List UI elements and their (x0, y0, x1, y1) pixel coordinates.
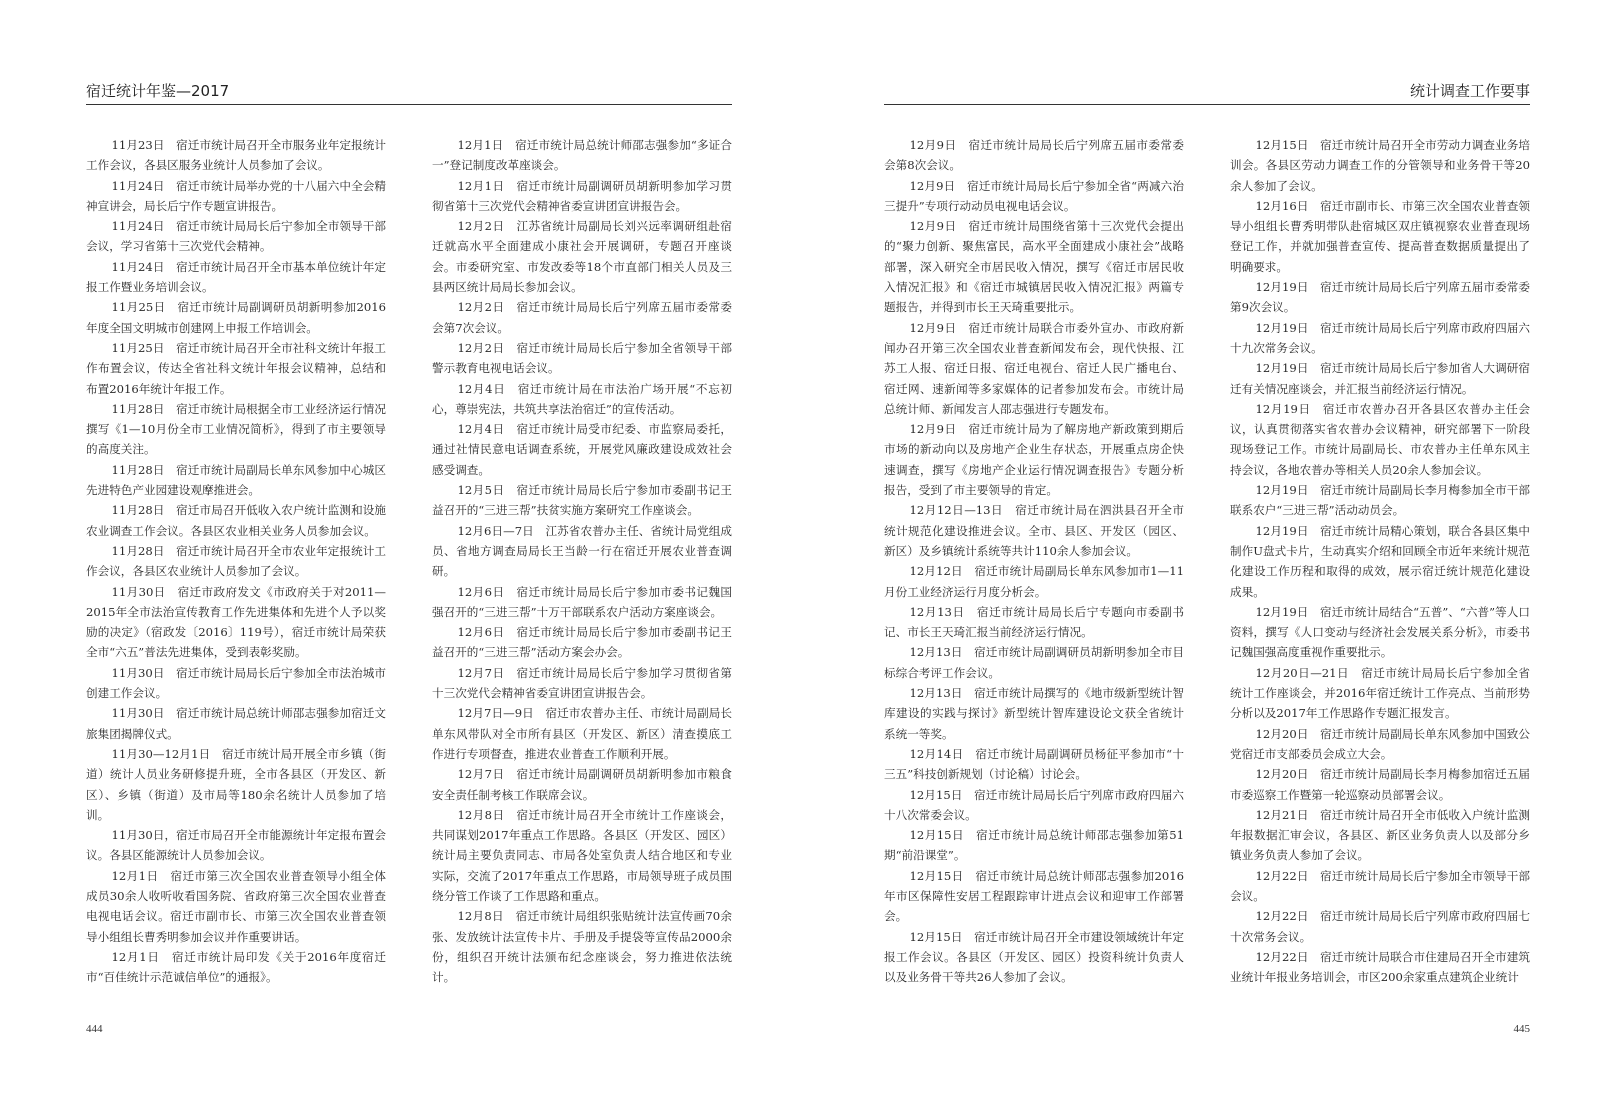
event-entry: 11月24日 宿迁市统计局举办党的十八届六中全会精神宣讲会，局长后宁作专题宣讲报告。 (86, 178, 386, 213)
event-entry: 12月19日 宿迁市统计局副局长李月梅参加全市干部联系农户“三进三帮”活动动员会。 (1230, 483, 1530, 518)
event-entry: 12月19日 宿迁市统计局局长后宁参加省人大调研宿迁有关情况座谈会，并汇报当前经济运行情况。 (1230, 361, 1530, 396)
event-entry: 12月5日 宿迁市统计局局长后宁参加市委副书记王益召开的“三进三帮”扶贫实施方案研究工作座谈会。 (432, 483, 732, 518)
event-entry: 11月28日 宿迁市统计局根据全市工业经济运行情况撰写《1—10月份全市工业情况简析》，得到了市主要领导的高度关注。 (86, 401, 386, 457)
event-entry: 12月13日 宿迁市统计局撰写的《地市级新型统计智库建设的实践与探讨》新型统计智库建设论文获全省统计系统一等奖。 (884, 686, 1184, 741)
event-entry: 12月20日 宿迁市统计局副局长单东风参加中国致公党宿迁市支部委员会成立大会。 (1230, 726, 1530, 761)
event-entry: 12月9日 宿迁市统计局为了解房地产新政策到期后市场的新动向以及房地产企业生存状态，开展重点房企快速调查，撰写《房地产企业运行情况调查报告》专题分析报告，受到了市主要领导的肯定。 (884, 422, 1184, 498)
event-entry: 12月19日 宿迁市统计局局长后宁列席市政府四届六十九次常务会议。 (1230, 320, 1530, 355)
right-header-title: 统计调查工作要事 (1409, 82, 1530, 100)
event-entry: 12月2日 宿迁市统计局局长后宁参加全省领导干部警示教育电视电话会议。 (432, 340, 732, 376)
event-entry: 12月22日 宿迁市统计局局长后宁列席市政府四届七十次常务会议。 (1230, 909, 1530, 944)
right-column-1 (884, 135, 1184, 987)
event-entry: 11月25日 宿迁市统计局召开全市社科文统计年报工作布置会议，传达全省社科文统计年报会议精神，总结和布置2016年统计年报工作。 (86, 340, 386, 396)
left-header-title: 宿迁统计年鉴—2017 (86, 82, 230, 100)
event-entry: 12月13日 宿迁市统计局局长后宁专题向市委副书记、市长王天琦汇报当前经济运行情况。 (884, 604, 1184, 640)
event-entry: 11月30日 宿迁市统计局局长后宁参加全市法治城市创建工作会议。 (86, 665, 386, 701)
event-entry: 11月30日 宿迁市政府发文《市政府关于对2011—2015年全市法治宣传教育工作先进集体和先进个人予以奖励的决定》（宿政发〔2016〕119号），宿迁市统计局荣获全市“六五”普法先进集体，受到表彰奖励。 (86, 584, 386, 660)
event-entry: 12月15日 宿迁市统计局总统计师邵志强参加第51期“前沿课堂”。 (884, 828, 1184, 863)
event-entry: 12月7日—9日 宿迁市农普办主任、市统计局副局长单东风带队对全市所有县区（开发区、新区）清查摸底工作进行专项督查，推进农业普查工作顺利开展。 (432, 706, 732, 761)
event-entry: 12月1日 宿迁市统计局总统计师邵志强参加“多证合一”登记制度改革座谈会。 (432, 138, 732, 173)
event-entry: 12月20日 宿迁市统计局副局长李月梅参加宿迁五届市委巡察工作暨第一轮巡察动员部署会议。 (1230, 767, 1530, 802)
event-entry: 11月28日 宿迁市统计局召开全市农业年定报统计工作会议，各县区农业统计人员参加了会议。 (86, 543, 386, 579)
event-entry: 12月9日 宿迁市统计局围绕省第十三次党代会提出的“聚力创新、聚焦富民，高水平全面建成小康社会”战略部署，深入研究全市居民收入情况，撰写《宿迁市居民收入情况汇报》和《宿迁市城镇居民收入情况汇报》两篇专题报告，并得到市长王天琦重要批示。 (884, 219, 1184, 315)
event-entry: 12月19日 宿迁市农普办召开各县区农普办主任会议，认真贯彻落实省农普办会议精神，研究部署下一阶段现场登记工作。市统计局副局长、市农普办主任单东风主持会议，各地农普办等相关人员20余人参加会议。 (1230, 401, 1530, 477)
event-entry: 12月6日 宿迁市统计局局长后宁参加市委副书记王益召开的“三进三帮”活动方案会办会。 (432, 625, 732, 660)
event-entry: 11月30日，宿迁市局召开全市能源统计年定报布置会议。各县区能源统计人员参加会议。 (86, 828, 386, 863)
right-page (884, 0, 1530, 1099)
event-entry: 12月19日 宿迁市统计局结合“五普”、“六普”等人口资料，撰写《人口变动与经济社会发展关系分析》，市委书记魏国强高度重视作重要批示。 (1230, 604, 1530, 660)
left-page-number: 444 (86, 1023, 103, 1035)
event-entry: 12月15日 宿迁市统计局总统计师邵志强参加2016年市区保障性安居工程跟踪审计进点会议和迎审工作部署会。 (884, 868, 1184, 924)
event-entry: 12月7日 宿迁市统计局局长后宁参加学习贯彻省第十三次党代会精神省委宣讲团宣讲报告会。 (432, 665, 732, 701)
right-page-number: 445 (1513, 1023, 1530, 1035)
event-entry: 12月13日 宿迁市统计局副调研员胡新明参加全市目标综合考评工作会议。 (884, 645, 1184, 680)
right-running-header (884, 82, 1530, 105)
event-entry: 12月19日 宿迁市统计局精心策划，联合各县区集中制作U盘式卡片，生动真实介绍和回顾全市近年来统计规范化建设工作历程和取得的成效，展示宿迁统计规范化建设成果。 (1230, 523, 1530, 599)
event-entry: 11月30—12月1日 宿迁市统计局开展全市乡镇（街道）统计人员业务研修提升班，全市各县区（开发区、新区）、乡镇（街道）及市局等180余名统计人员参加了培训。 (86, 746, 386, 822)
event-entry: 11月25日 宿迁市统计局副调研员胡新明参加2016年度全国文明城市创建网上申报工作培训会。 (86, 300, 386, 335)
event-entry: 12月4日 宿迁市统计局在市法治广场开展“不忘初心，尊崇宪法，共筑共享法治宿迁”的宣传活动。 (432, 381, 732, 416)
event-entry: 12月19日 宿迁市统计局局长后宁列席五届市委常委第9次会议。 (1230, 280, 1530, 315)
event-entry: 12月8日 宿迁市统计局组织张贴统计法宣传画70余张、发放统计法宣传卡片、手册及手提袋等宣传品2000余份，组织召开统计法颁布纪念座谈会，努力推进依法统计。 (432, 909, 732, 985)
event-entry: 12月12日 宿迁市统计局副局长单东风参加市1—11月份工业经济运行月度分析会。 (884, 564, 1184, 599)
event-entry: 12月6日 宿迁市统计局局长后宁参加市委书记魏国强召开的“三进三帮”十万干部联系农户活动方案座谈会。 (432, 584, 732, 619)
event-entry: 12月2日 江苏省统计局副局长刘兴远率调研组赴宿迁就高水平全面建成小康社会开展调研，专题召开座谈会。市委研究室、市发改委等18个市直部门相关人员及三县两区统计局局长参加会议。 (432, 219, 732, 295)
left-page (86, 0, 732, 1099)
left-column-1 (86, 135, 386, 987)
event-entry: 12月15日 宿迁市统计局召开全市劳动力调查业务培训会。各县区劳动力调查工作的分管领导和业务骨干等20余人参加了会议。 (1230, 138, 1530, 193)
event-entry: 12月9日 宿迁市统计局联合市委外宣办、市政府新闻办召开第三次全国农业普查新闻发布会，现代快报、江苏工人报、宿迁日报、宿迁电视台、宿迁人民广播电台、宿迁网、速新闻等多家媒体的记者参加发布会。市统计局总统计师、新闻发言人邵志强进行专题发布。 (884, 320, 1184, 416)
event-entry: 12月21日 宿迁市统计局召开全市低收入户统计监测年报数据汇审会议，各县区、新区业务负责人以及部分乡镇业务负责人参加了会议。 (1230, 807, 1530, 863)
event-entry: 12月2日 宿迁市统计局局长后宁列席五届市委常委会第7次会议。 (432, 300, 732, 335)
event-entry: 12月9日 宿迁市统计局局长后宁列席五届市委常委会第8次会议。 (884, 138, 1184, 173)
event-entry: 12月12日—13日 宿迁市统计局在泗洪县召开全市统计规范化建设推进会议。全市、县区、开发区（园区、新区）及乡镇统计系统等共计110余人参加会议。 (884, 503, 1184, 558)
left-column-2 (432, 135, 732, 987)
event-entry: 11月28日 宿迁市统计局副局长单东风参加中心城区先进特色产业园建设观摩推进会。 (86, 462, 386, 498)
event-entry: 12月22日 宿迁市统计局联合市住建局召开全市建筑业统计年报业务培训会，市区200余家重点建筑企业统计 (1230, 949, 1530, 985)
left-running-header (86, 82, 732, 105)
event-entry: 12月6日—7日 江苏省农普办主任、省统计局党组成员、省地方调查局局长王当龄一行在宿迁开展农业普查调研。 (432, 523, 732, 579)
event-entry: 12月22日 宿迁市统计局局长后宁参加全市领导干部会议。 (1230, 868, 1530, 903)
right-column-2 (1230, 135, 1530, 987)
event-entry: 11月24日 宿迁市统计局召开全市基本单位统计年定报工作暨业务培训会议。 (86, 259, 386, 295)
event-entry: 12月8日 宿迁市统计局召开全市统计工作座谈会，共同谋划2017年重点工作思路。各县区（开发区、园区）统计局主要负责同志、市局各处室负责人结合地区和专业实际，交流了2017年重点工作思路，市局领导班子成员围绕分管工作谈了工作思路和重点。 (432, 807, 732, 903)
event-entry: 11月28日 宿迁市局召开低收入农户统计监测和设施农业调查工作会议。各县区农业相关业务人员参加会议。 (86, 503, 386, 538)
event-entry: 11月23日 宿迁市统计局召开全市服务业年定报统计工作会议，各县区服务业统计人员参加了会议。 (86, 138, 386, 173)
event-entry: 12月16日 宿迁市副市长、市第三次全国农业普查领导小组组长曹秀明带队赴宿城区双庄镇视察农业普查现场登记工作，并就加强普查宣传、提高普查数据质量提出了明确要求。 (1230, 198, 1530, 274)
event-entry: 12月15日 宿迁市统计局召开全市建设领域统计年定报工作会议。各县区（开发区、园区）投资科统计负责人以及业务骨干等共26人参加了会议。 (884, 929, 1184, 985)
event-entry: 12月4日 宿迁市统计局受市纪委、市监察局委托，通过社情民意电话调查系统，开展党风廉政建设成效社会感受调查。 (432, 422, 732, 477)
event-entry: 12月1日 宿迁市统计局印发《关于2016年度宿迁市“百佳统计示范诚信单位”的通报》。 (86, 949, 386, 985)
event-entry: 12月14日 宿迁市统计局副调研员杨征平参加市“十三五”科技创新规划（讨论稿）讨论会。 (884, 746, 1184, 782)
event-entry: 11月30日 宿迁市统计局总统计师邵志强参加宿迁文旅集团揭牌仪式。 (86, 706, 386, 741)
event-entry: 12月20日—21日 宿迁市统计局局长后宁参加全省统计工作座谈会，并2016年宿迁统计工作亮点、当前形势分析以及2017年工作思路作专题汇报发言。 (1230, 665, 1530, 721)
event-entry: 12月1日 宿迁市第三次全国农业普查领导小组全体成员30余人收听收看国务院、省政府第三次全国农业普查电视电话会议。宿迁市副市长、市第三次全国农业普查领导小组组长曹秀明参加会议并作重要讲话。 (86, 868, 386, 944)
event-entry: 11月24日 宿迁市统计局局长后宁参加全市领导干部会议，学习省第十三次党代会精神。 (86, 219, 386, 254)
event-entry: 12月9日 宿迁市统计局局长后宁参加全省“两减六治三提升”专项行动动员电视电话会议。 (884, 178, 1184, 213)
event-entry: 12月15日 宿迁市统计局局长后宁列席市政府四届六十八次常委会议。 (884, 787, 1184, 822)
event-entry: 12月1日 宿迁市统计局副调研员胡新明参加学习贯彻省第十三次党代会精神省委宣讲团宣讲报告会。 (432, 178, 732, 213)
event-entry: 12月7日 宿迁市统计局副调研员胡新明参加市粮食安全责任制考核工作联席会议。 (432, 767, 732, 802)
